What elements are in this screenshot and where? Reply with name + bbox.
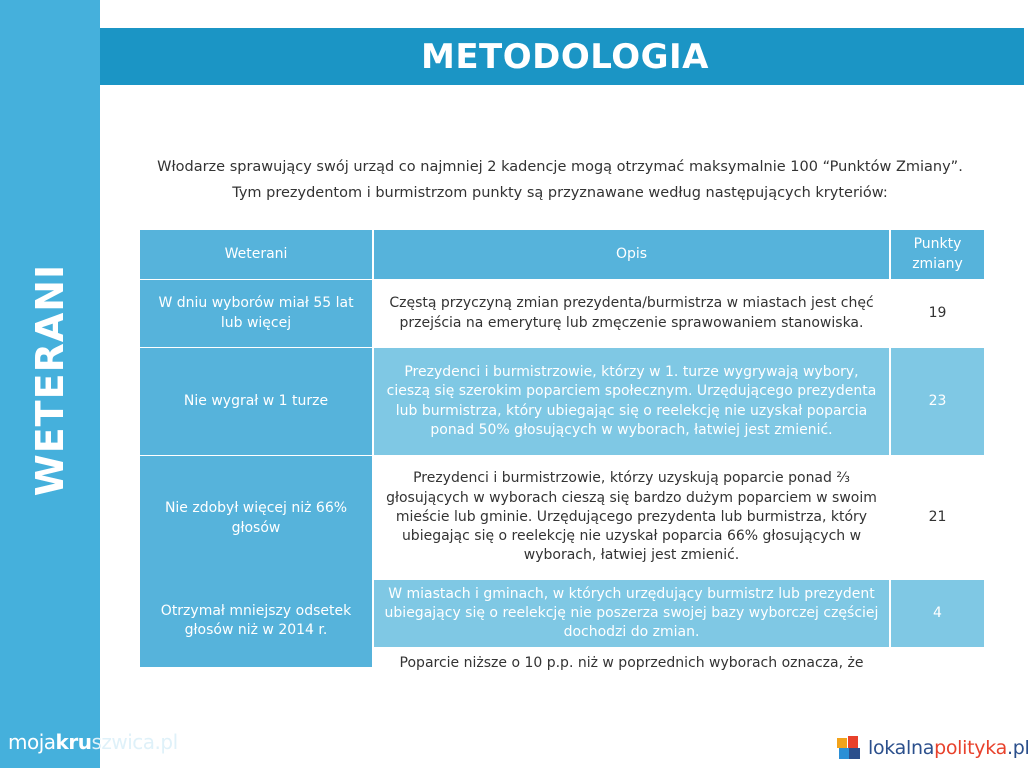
- criterion-1: W dniu wyborów miał 55 lat lub więcej: [140, 280, 372, 347]
- lokalnapolityka-logo: [836, 736, 1029, 760]
- criterion-4: Otrzymał mniejszy odsetek głosów niż w 2014 r.: [140, 575, 372, 667]
- title-banner: [100, 28, 1024, 85]
- intro-text: [120, 154, 1000, 206]
- intro-line-2: Tym prezydentom i burmistrzom punkty są przyznawane według następujących kryteriów:: [232, 185, 888, 201]
- sidebar-band: [0, 0, 100, 768]
- points-3: 21: [891, 456, 984, 579]
- section-label: WETERANI: [28, 263, 72, 497]
- description-5: Poparcie niższe o 10 p.p. niż w poprzednich wyborach oznacza, że: [374, 648, 889, 715]
- description-2: Prezydenci i burmistrzowie, którzy w 1. turze wygrywają wybory, cieszą się szerokim poparciem społecznym. Urzędującego prezydenta lub burmistrza, który ubiegając się o reelekcję nie uzyskał poparcia ponad 50% głosujących w wyborach, łatwiej jest zmienić.: [374, 348, 889, 455]
- lokalnapolityka-icon: [836, 736, 862, 760]
- criterion-2: Nie wygrał w 1 turze: [140, 348, 372, 455]
- brand-right-part-2: polityka: [934, 737, 1007, 759]
- header-criterion: Weterani: [140, 230, 372, 279]
- header-description: Opis: [374, 230, 889, 279]
- brand-left-part-3: szwica.pl: [91, 730, 178, 754]
- brand-right-part-1: lokalna: [868, 737, 935, 759]
- points-4: 4: [891, 580, 984, 647]
- description-4: W miastach i gminach, w których urzędujący burmistrz lub prezydent ubiegający się o reelekcję nie poszerza swojej bazy wyborczej częściej dochodzi do zmian.: [374, 580, 889, 647]
- brand-right-part-3: .pl: [1006, 737, 1029, 759]
- header-points: Punkty zmiany: [891, 230, 984, 279]
- page-title: METODOLOGIA: [420, 36, 709, 77]
- description-1: Częstą przyczyną zmian prezydenta/burmistrza w miastach jest chęć przejścia na emeryturę lub zmęczenie sprawowaniem stanowiska.: [374, 280, 889, 347]
- points-1: 19: [891, 280, 984, 347]
- brand-left-part-1: moja: [8, 730, 56, 754]
- mojakruszwica-logo: [8, 730, 178, 754]
- criteria-table: [140, 230, 984, 671]
- description-3: Prezydenci i burmistrzowie, którzy uzyskują poparcie ponad ⅔ głosujących w wyborach cieszą się bardzo dużym poparciem w swoim mieście lub gminie. Urzędującego prezydenta lub burmistrza, który ubiegając się o reelekcję nie uzyskał poparcia 66% głosujących w wyborach, łatwiej jest zmienić.: [374, 456, 889, 579]
- points-2: 23: [891, 348, 984, 455]
- criterion-3: Nie zdobył więcej niż 66% głosów: [140, 456, 372, 581]
- intro-line-1: Włodarze sprawujący swój urząd co najmniej 2 kadencje mogą otrzymać maksymalnie 100 “Punktów Zmiany”.: [157, 159, 963, 175]
- brand-left-part-2: kru: [55, 730, 92, 754]
